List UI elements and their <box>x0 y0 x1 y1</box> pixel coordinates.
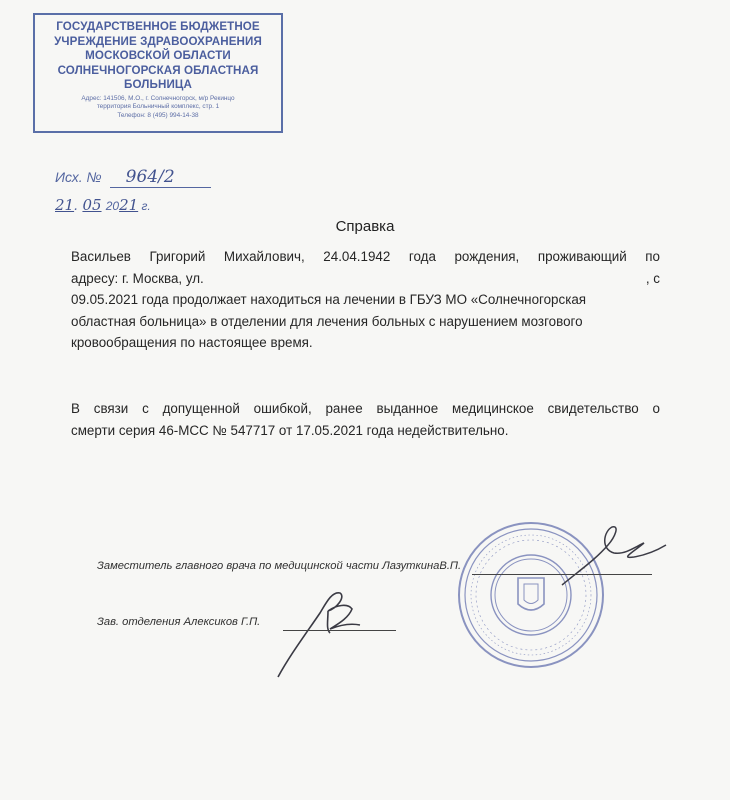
signature-deputy-icon <box>560 515 670 595</box>
letterhead-line: СОЛНЕЧНОГОРСКАЯ ОБЛАСТНАЯ <box>57 63 259 77</box>
signature-deputy-caption: Заместитель главного врача по медицинской части ЛазуткинаВ.П. <box>97 560 462 572</box>
letterhead-address: Адрес: 141506, М.О., г. Солнечногорск, м/р Рекинцо <box>81 94 235 102</box>
letterhead-line: БОЛЬНИЦА <box>124 78 192 91</box>
body-line: Васильев Григорий Михайлович, 24.04.1942 года рождения, проживающий по <box>71 249 660 264</box>
letterhead-line: МОСКОВСКОЙ ОБЛАСТИ <box>85 49 231 62</box>
signature-head-underline <box>283 630 396 631</box>
outgoing-date: 21. 05 2021 г. <box>55 196 151 214</box>
letterhead-line: УЧРЕЖДЕНИЕ ЗДРАВООХРАНЕНИЯ <box>54 34 262 48</box>
date-year-suffix: 21 <box>119 196 139 214</box>
body-paragraph-2 <box>71 398 660 441</box>
outgoing-number-label: Исх. № <box>55 169 102 185</box>
date-month: 05 <box>82 196 102 214</box>
body-line <box>71 268 660 290</box>
body-line: 09.05.2021 года продолжает находиться на лечении в ГБУЗ МО «Солнечногорская <box>71 292 587 308</box>
address-start: адресу: г. Москва, ул. <box>71 270 204 286</box>
date-year-prefix: 20 <box>105 199 120 213</box>
body-line: смерти серия 46-МСС № 547717 от 17.05.2021 года недействительно. <box>71 422 509 438</box>
body-line: областная больница» в отделении для лечения больных с нарушением мозгового <box>71 313 583 329</box>
outgoing-number-value: 964/2 <box>110 167 211 188</box>
letterhead-stamp <box>33 13 283 133</box>
date-suffix: г. <box>141 199 151 213</box>
signature-head-caption: Зав. отделения Алексиков Г.П. <box>97 616 261 628</box>
letterhead-line: ГОСУДАРСТВЕННОЕ БЮДЖЕТНОЕ <box>56 20 260 33</box>
redacted-address <box>208 271 340 286</box>
date-day: 21 <box>55 196 75 214</box>
body-line: кровообращения по настоящее время. <box>71 335 313 351</box>
signature-deputy-underline <box>472 574 652 575</box>
letterhead-phone: Телефон: 8 (495) 994-14-38 <box>117 111 199 119</box>
address-end: , с <box>645 270 660 286</box>
outgoing-number <box>55 167 211 188</box>
signature-head-icon <box>270 585 380 680</box>
body-line: В связи с допущенной ошибкой, ранее выданное медицинское свидетельство о <box>71 401 660 416</box>
document-title: Справка <box>335 218 395 235</box>
body-paragraph-1 <box>71 246 660 354</box>
letterhead-address: территория Больничный комплекс, стр. 1 <box>96 103 220 111</box>
